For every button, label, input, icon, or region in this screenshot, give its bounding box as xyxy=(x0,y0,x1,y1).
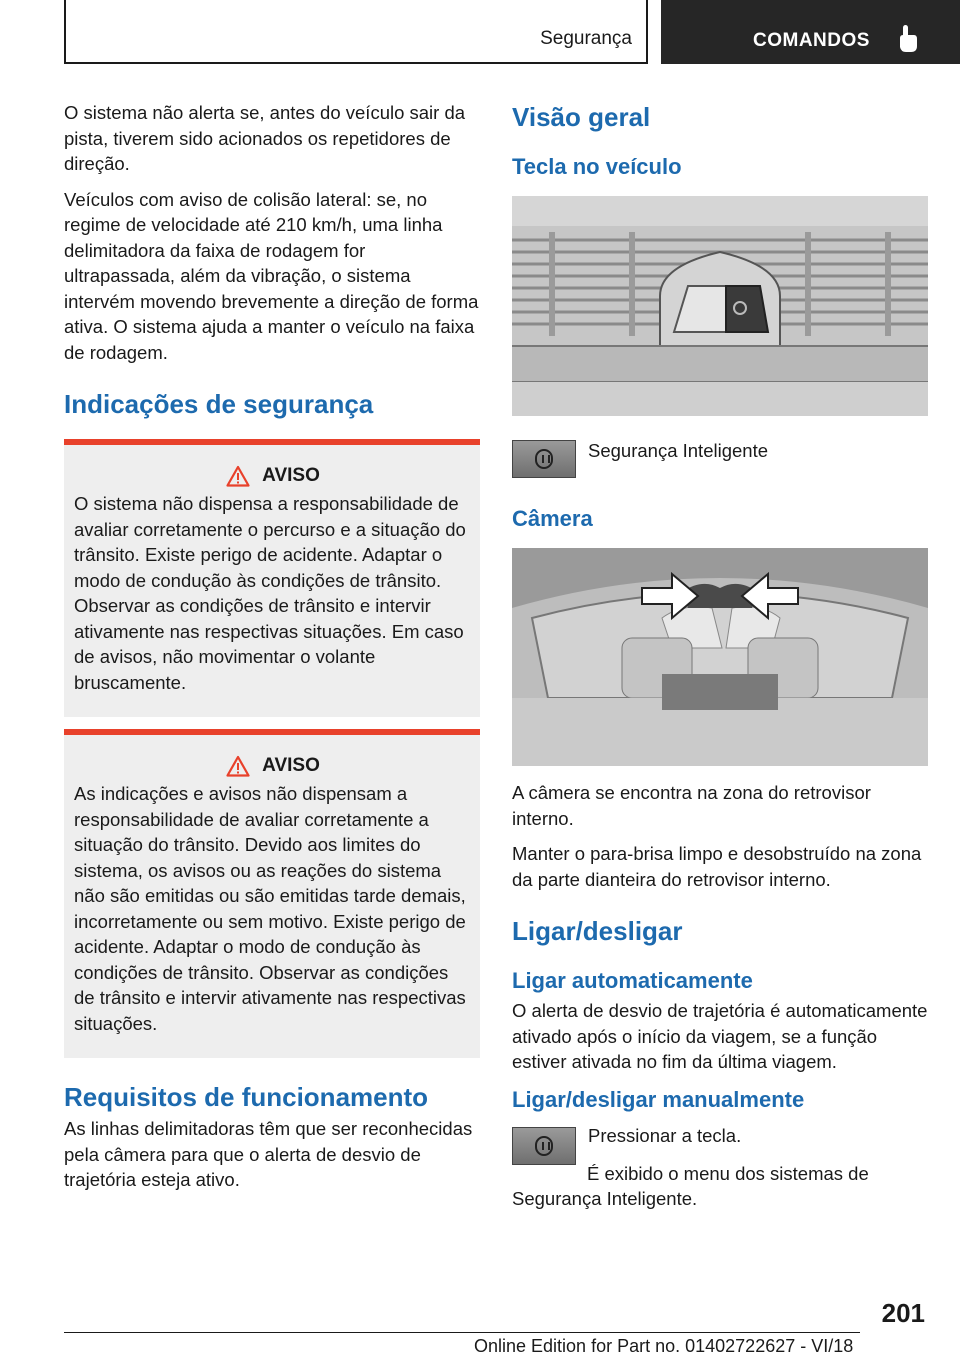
requirements-heading: Requisitos de funcionamento xyxy=(64,1082,429,1112)
vehicle-button-illustration xyxy=(512,196,928,416)
warning-triangle-icon xyxy=(226,755,250,777)
header-section-title: Segurança xyxy=(540,28,632,49)
manual-step-1: Pressionar a tecla. xyxy=(588,1124,742,1146)
intelligent-safety-icon xyxy=(535,449,553,469)
camera-illustration xyxy=(512,548,928,766)
warning-triangle-icon xyxy=(226,465,250,487)
left-column xyxy=(64,100,480,1203)
intelligent-safety-button-small[interactable] xyxy=(512,1127,576,1165)
intelligent-safety-button[interactable] xyxy=(512,440,576,478)
warning-title-2 xyxy=(74,755,472,777)
paragraph-turn-signal: O sistema não alerta se, antes do veículo sair da pista, tiverem sido acionados os repetidores de direção. xyxy=(64,102,466,174)
paragraph-camera-location: A câmera se encontra na zona do retrovisor interno. xyxy=(512,782,871,829)
page-number: 201 xyxy=(881,1298,925,1328)
safety-heading: Indicações de segurança xyxy=(64,389,374,419)
overview-heading: Visão geral xyxy=(512,102,651,132)
paragraph-side-collision: Veículos com aviso de colisão lateral: se, no regime de velocidade até 210 km/h, uma linha delimitadora da faixa de rodagem for ultrapassada, além da vibração, o sistema intervém movendo brevemente a direção de forma ativa. O sistema ajuda a manter o veículo na faixa de rodagem. xyxy=(64,188,479,363)
warning-title-1 xyxy=(74,465,472,487)
manual-step-2: É exibido o menu dos sistemas de Segurança Inteligente. xyxy=(512,1162,869,1209)
right-column xyxy=(512,100,928,1222)
paragraph-camera-clean: Manter o para-brisa limpo e desobstruído na zona da parte dianteira do retrovisor interno. xyxy=(512,843,922,890)
vehicle-button-drawing xyxy=(512,196,928,416)
footer-edition: Online Edition for Part no. 01402722627 - VI/18 xyxy=(474,1336,854,1356)
header-section-box xyxy=(64,0,648,64)
header-chapter-box xyxy=(661,0,960,64)
camera-heading: Câmera xyxy=(512,506,593,531)
auto-heading: Ligar automaticamente xyxy=(512,968,753,993)
button-legend-row xyxy=(512,438,928,478)
manual-step-row xyxy=(512,1123,928,1165)
button-label: Segurança Inteligente xyxy=(588,440,768,461)
warning-label-2: AVISO xyxy=(262,755,320,776)
header-chapter-title: COMANDOS xyxy=(753,30,870,51)
warning-box-2 xyxy=(64,729,480,1058)
warning-text-1: O sistema não dispensa a responsabilidade de avaliar corretamente o percurso e a situação do trânsito. Existe perigo de acidente. Adaptar o modo de condução às condições de trânsito. Observar as condições de trânsito e intervir ativamente nas respectivas situações. Em caso de avisos, não movimentar o volante bruscamente. xyxy=(74,493,466,693)
paragraph-requirements: As linhas delimitadoras têm que ser reconhecidas pela câmera para que o alerta de desvio de trajetória esteja ativo. xyxy=(64,1118,473,1190)
pointing-hand-icon xyxy=(897,24,919,54)
button-heading: Tecla no veículo xyxy=(512,154,682,179)
camera-drawing xyxy=(512,548,928,766)
footer-divider xyxy=(64,1332,860,1333)
intelligent-safety-icon xyxy=(535,1136,553,1156)
manual-heading: Ligar/desligar manualmente xyxy=(512,1086,805,1112)
warning-label-1: AVISO xyxy=(262,465,320,486)
paragraph-auto: O alerta de desvio de trajetória é automaticamente ativado após o início da viagem, se a função estiver ativada no fim da última viagem. xyxy=(512,1000,928,1072)
onoff-heading: Ligar/desligar xyxy=(512,916,683,946)
warning-box-1 xyxy=(64,439,480,717)
warning-text-2: As indicações e avisos não dispensam a responsabilidade de avaliar corretamente a situação do trânsito. Devido aos limites do sistema, os avisos ou as reações do sistema não são emitidas ou são emitidas tarde demais, incorretamente ou sem motivo. Existe perigo de acidente. Adaptar o modo de condução às condições de trânsito. Observar as condições de trânsito e intervir ativamente nas respectivas situações. xyxy=(74,783,466,1034)
